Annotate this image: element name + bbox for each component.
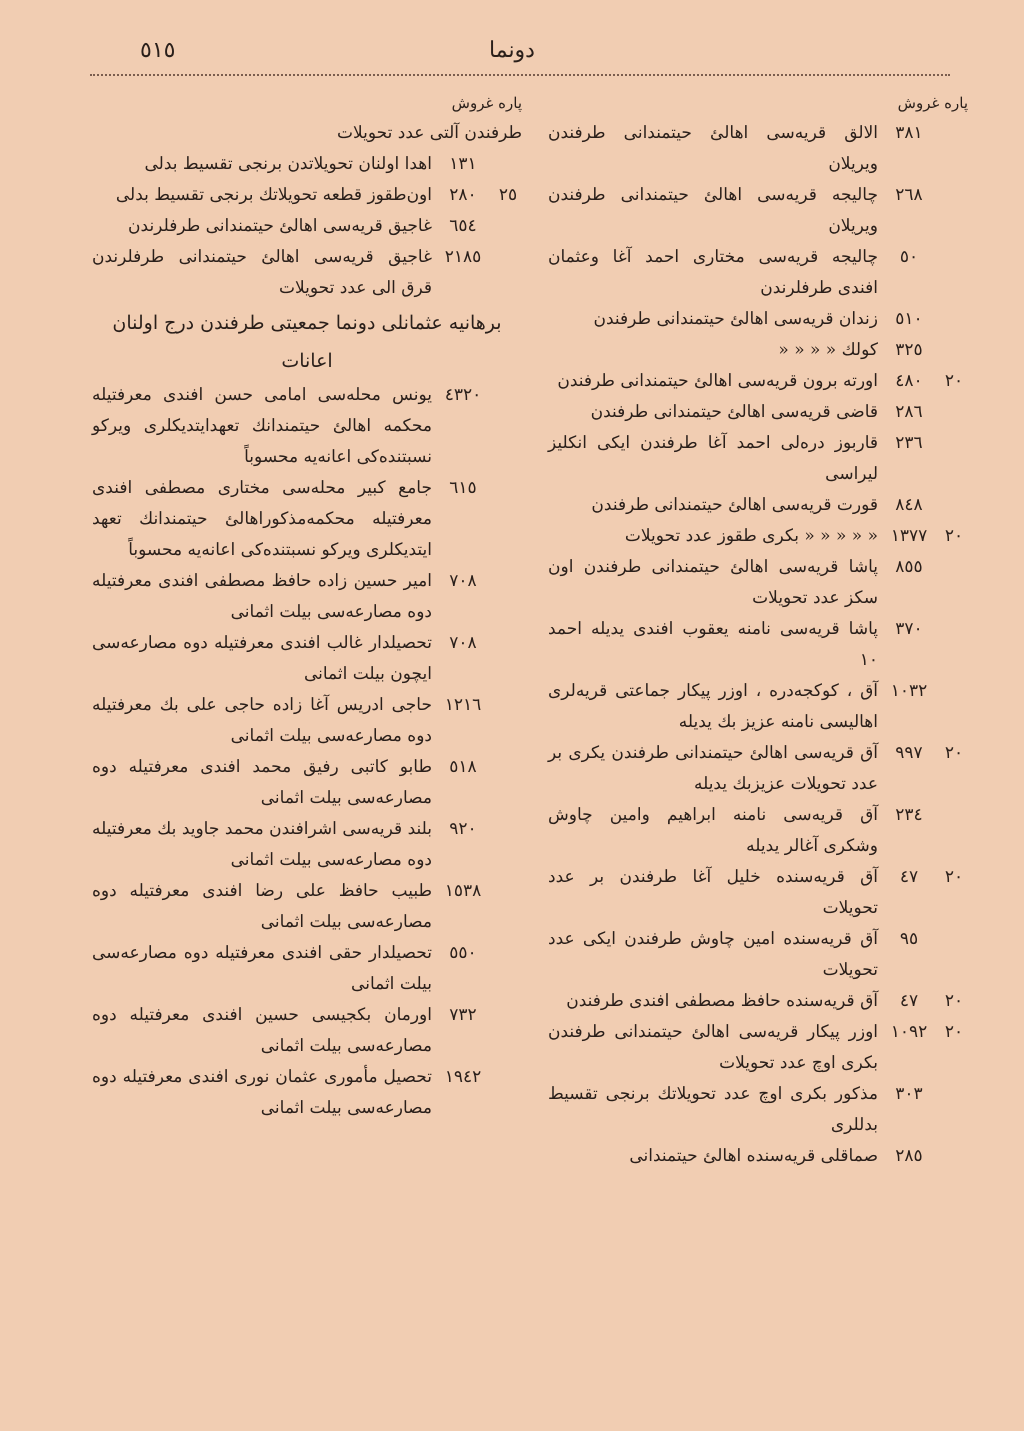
para-amount	[494, 690, 522, 752]
ledger-entry	[92, 690, 522, 752]
gurus-amount: ٥١٨	[449, 757, 477, 777]
entry-description: اوزر پيكار قريه‌سى اهالئ حيتمندانى طرفندن بكرى اوچ عدد تحويلات	[548, 1022, 878, 1073]
gurus-amount: ٣٨١	[895, 123, 923, 143]
para-amount	[494, 1000, 522, 1062]
entry-description: « « « « « بكرى طقوز عدد تحويلات	[624, 526, 878, 546]
entry-description: پاشا قريه‌سى اهالئ حيتمندانى طرفندن اون سكز عدد تحويلات	[548, 557, 878, 608]
ledger-entry	[92, 566, 522, 628]
entry-description: تحصيل مأمورى عثمان نورى افندى معرفتيله دوه مصارعه‌سى بيلت اثمانى	[92, 1067, 432, 1118]
gurus-amount: ٢٨٦	[895, 402, 923, 422]
ledger-entry	[92, 876, 522, 938]
para-amount	[494, 380, 522, 473]
gurus-amount: ٣٧٠	[895, 619, 923, 639]
ledger-entry	[548, 118, 968, 180]
gurus-amount: ٧٣٢	[449, 1005, 477, 1025]
entry-description: طبيب حافظ على رضا افندى معرفتيله دوه مصارعه‌سى بيلت اثمانى	[92, 881, 432, 932]
para-amount	[940, 614, 968, 676]
para-amount	[940, 1079, 968, 1141]
gurus-amount: ٢٣٦	[895, 433, 923, 453]
ledger-entry	[548, 862, 968, 924]
para-amount	[940, 242, 968, 304]
gurus-amount: ٥١٠	[895, 309, 923, 329]
ledger-entry	[548, 521, 968, 552]
ledger-entry	[548, 1141, 968, 1172]
gurus-amount: ٢٨٠	[449, 185, 477, 205]
entry-description: حاجى ادريس آغا زاده حاجى على بك معرفتيله دوه مصارعه‌سى بيلت اثمانى	[92, 695, 432, 746]
gurus-label: غروش	[451, 94, 494, 112]
para-amount	[940, 676, 968, 738]
ledger-entry	[92, 473, 522, 566]
entry-description: اون‌طقوز قطعه تحويلاتك برنجى تقسيط بدلى	[115, 185, 432, 205]
column-header	[548, 88, 968, 118]
ledger-entry	[92, 938, 522, 1000]
entry-description: آق ، كوكجه‌دره ، اوزر پيكار جماعتى قريه‌لرى اهاليسى نامنه عزيز بك يديله	[548, 681, 878, 732]
para-label: پاره	[498, 94, 522, 112]
gurus-amount: ٤٧	[899, 867, 919, 887]
entry-description: پاشا قريه‌سى نامنه يعقوب افندى يديله احمد ١٠	[548, 619, 878, 670]
para-amount	[494, 876, 522, 938]
ledger-entry	[92, 211, 522, 242]
para-amount	[940, 180, 968, 242]
para-amount: ٢٠	[944, 371, 964, 391]
ledger-entry	[92, 242, 522, 304]
gurus-amount: ٥٥٠	[449, 943, 477, 963]
ledger-entry	[548, 490, 968, 521]
ledger-entry	[548, 428, 968, 490]
entry-description: زندان قريه‌سى اهالئ حيتمندانى طرفندن	[593, 309, 878, 329]
gurus-amount: ٦٥٤	[449, 216, 477, 236]
gurus-amount: ٨٤٨	[895, 495, 923, 515]
gurus-amount: ١٠٩٢	[890, 1022, 928, 1042]
entry-description: مذكور بكرى اوچ عدد تحويلاتك برنجى تقسيط بدللرى	[548, 1084, 878, 1135]
ledger-entry	[548, 676, 968, 738]
entry-description: غاجيق قريه‌سى اهالئ حيتمندانى طرفلرندن قرق الى عدد تحويلات	[92, 247, 432, 298]
ledger-entry	[92, 149, 522, 180]
gurus-amount: ٢١٨٥	[444, 247, 482, 267]
para-amount	[494, 473, 522, 566]
gurus-amount: ٢٨٥	[895, 1146, 923, 1166]
para-amount	[940, 335, 968, 366]
entry-description: چاليجه قريه‌سى مختارى احمد آغا وعثمان افندى طرفلرندن	[548, 247, 878, 298]
para-amount	[940, 490, 968, 521]
gurus-amount: ١٩٤٢	[444, 1067, 482, 1087]
gurus-amount: ٩٥	[899, 929, 919, 949]
gurus-amount: ١٠٣٢	[890, 681, 928, 701]
entry-description: امير حسين زاده حافظ مصطفى افندى معرفتيله دوه مصارعه‌سى بيلت اثمانى	[92, 571, 432, 622]
ledger-entry	[548, 180, 968, 242]
entry-description: يونس محله‌سى امامى حسن افندى معرفتيله محكمه اهالئ حيتمندانك تعهدايتديكلرى ويركو نسبتنده‌كى اعانه‌يه محسوباً	[92, 385, 432, 467]
gurus-amount: ٤٨٠	[895, 371, 923, 391]
gurus-amount: ٩٢٠	[449, 819, 477, 839]
para-amount	[494, 242, 522, 304]
page-number: ٥١٥	[140, 38, 176, 63]
ledger-entry	[548, 924, 968, 986]
gurus-amount: ١٣٧٧	[890, 526, 928, 546]
header-rule	[90, 74, 950, 76]
ledger-entry	[92, 628, 522, 690]
entry-description: كولك « « « «	[778, 340, 878, 360]
ledger-entry	[548, 242, 968, 304]
ledger-entry	[92, 1062, 522, 1124]
para-amount	[940, 397, 968, 428]
ledger-entry	[548, 1079, 968, 1141]
entry-description: اورمان بكجيسى حسين افندى معرفتيله دوه مصارعه‌سى بيلت اثمانى	[92, 1005, 432, 1056]
entry-description: صماقلى قريه‌سنده اهالئ حيتمندانى	[629, 1146, 878, 1166]
entry-description: تحصيلدار حقى افندى معرفتيله دوه مصارعه‌سى بيلت اثمانى	[92, 943, 432, 994]
entry-description: غاجيق قريه‌سى اهالئ حيتمندانى طرفلرندن	[128, 216, 432, 236]
ledger-entry	[92, 380, 522, 473]
ledger-entry	[92, 752, 522, 814]
entry-description: بلند قريه‌سى اشرافندن محمد جاويد بك معرفتيله دوه مصارعه‌سى بيلت اثمانى	[92, 819, 432, 870]
para-amount: ٢٠	[944, 743, 964, 763]
ledger-entry	[548, 1017, 968, 1079]
para-amount	[940, 118, 968, 180]
ledger-entry	[548, 335, 968, 366]
section-heading: برهانيه عثمانلى دونما جمعيتى طرفندن درج اولنان اعانات	[112, 312, 502, 372]
para-amount	[494, 752, 522, 814]
ledger-entry	[548, 800, 968, 862]
para-amount	[494, 211, 522, 242]
gurus-amount: ٢٣٤	[895, 805, 923, 825]
ledger-entry	[548, 986, 968, 1017]
entry-description: آق قريه‌سنده حافظ مصطفى افندى طرفندن	[566, 991, 878, 1011]
right-column	[548, 88, 968, 1172]
para-amount	[940, 428, 968, 490]
continuation-text: طرفندن آلتى عدد تحويلات	[337, 123, 522, 143]
entry-description: آق قريه‌سنده خليل آغا طرفندن بر عدد تحويلات	[548, 867, 878, 918]
para-amount	[494, 149, 522, 180]
gurus-label: غروش	[897, 94, 940, 112]
para-amount: ٢٥	[498, 185, 518, 205]
entry-description: جامع كبير محله‌سى مختارى مصطفى افندى معرفتيله محكمه‌مذكوراهالئ حيتمندانك تعهد ايتديكلرى ويركو نسبتنده‌كى اعانه‌يه محسوباً	[92, 478, 432, 560]
para-amount	[940, 924, 968, 986]
para-amount: ٢٠	[944, 1022, 964, 1042]
para-amount	[940, 800, 968, 862]
gurus-amount: ١٣١	[449, 154, 477, 174]
entry-description: قاضى قريه‌سى اهالئ حيتمندانى طرفندن	[590, 402, 878, 422]
left-column	[92, 88, 522, 1124]
para-amount	[940, 552, 968, 614]
column-header	[92, 88, 522, 118]
ledger-entry	[548, 614, 968, 676]
entry-description: قاربوز دره‌لى احمد آغا طرفندن ايكى انكليز ليراسى	[548, 433, 878, 484]
para-amount	[940, 1141, 968, 1172]
gurus-amount: ٢٦٨	[895, 185, 923, 205]
ledger-entry	[92, 180, 522, 211]
gurus-amount: ٨٥٥	[895, 557, 923, 577]
gurus-amount: ٥٠	[899, 247, 919, 267]
ledger-entry	[92, 1000, 522, 1062]
ledger-entry	[548, 552, 968, 614]
gurus-amount: ٤٣٢٠	[444, 385, 482, 405]
gurus-amount: ٧٠٨	[449, 633, 477, 653]
entry-description: قورت قريه‌سى اهالئ حيتمندانى طرفندن	[591, 495, 878, 515]
gurus-amount: ٣٠٣	[895, 1084, 923, 1104]
ledger-entry	[548, 366, 968, 397]
entry-description: اورته برون قريه‌سى اهالئ حيتمندانى طرفندن	[557, 371, 878, 391]
entry-description: چاليجه قريه‌سى اهالئ حيتمندانى طرفندن ويريلان	[548, 185, 878, 236]
para-label: پاره	[944, 94, 968, 112]
ledger-entry	[548, 397, 968, 428]
para-amount	[494, 814, 522, 876]
ledger-entry	[92, 814, 522, 876]
para-amount: ٢٠	[944, 867, 964, 887]
para-amount	[940, 304, 968, 335]
gurus-amount: ٩٩٧	[895, 743, 923, 763]
running-title: دونما	[489, 38, 535, 63]
entry-description: الالق قريه‌سى اهالئ حيتمندانى طرفندن ويريلان	[548, 123, 878, 174]
gurus-amount: ١٢١٦	[444, 695, 482, 715]
ledger-entry	[548, 738, 968, 800]
para-amount	[494, 628, 522, 690]
entry-description: اهدا اولنان تحويلاتدن برنجى تقسيط بدلى	[144, 154, 432, 174]
gurus-amount: ٧٠٨	[449, 571, 477, 591]
ledger-entry	[548, 304, 968, 335]
para-amount	[494, 566, 522, 628]
para-amount	[494, 1062, 522, 1124]
gurus-amount: ١٥٣٨	[444, 881, 482, 901]
entry-description: آق قريه‌سى اهالئ حيتمندانى طرفندن يكرى بر عدد تحويلات عزيزبك يديله	[548, 743, 878, 794]
entry-description: طابو كاتبى رفيق محمد افندى معرفتيله دوه مصارعه‌سى بيلت اثمانى	[92, 757, 432, 808]
para-amount: ٢٠	[944, 526, 964, 546]
entry-description: تحصيلدار غالب افندى معرفتيله دوه مصارعه‌سى ايچون بيلت اثمانى	[92, 633, 432, 684]
entry-description: آق قريه‌سى نامنه ابراهيم وامين چاوش وشكرى آغالر يديله	[548, 805, 878, 856]
gurus-amount: ٣٢٥	[895, 340, 923, 360]
entry-description: آق قريه‌سنده امين چاوش طرفندن ايكى عدد تحويلات	[548, 929, 878, 980]
gurus-amount: ٤٧	[899, 991, 919, 1011]
para-amount	[494, 938, 522, 1000]
para-amount: ٢٠	[944, 991, 964, 1011]
gurus-amount: ٦١٥	[449, 478, 477, 498]
